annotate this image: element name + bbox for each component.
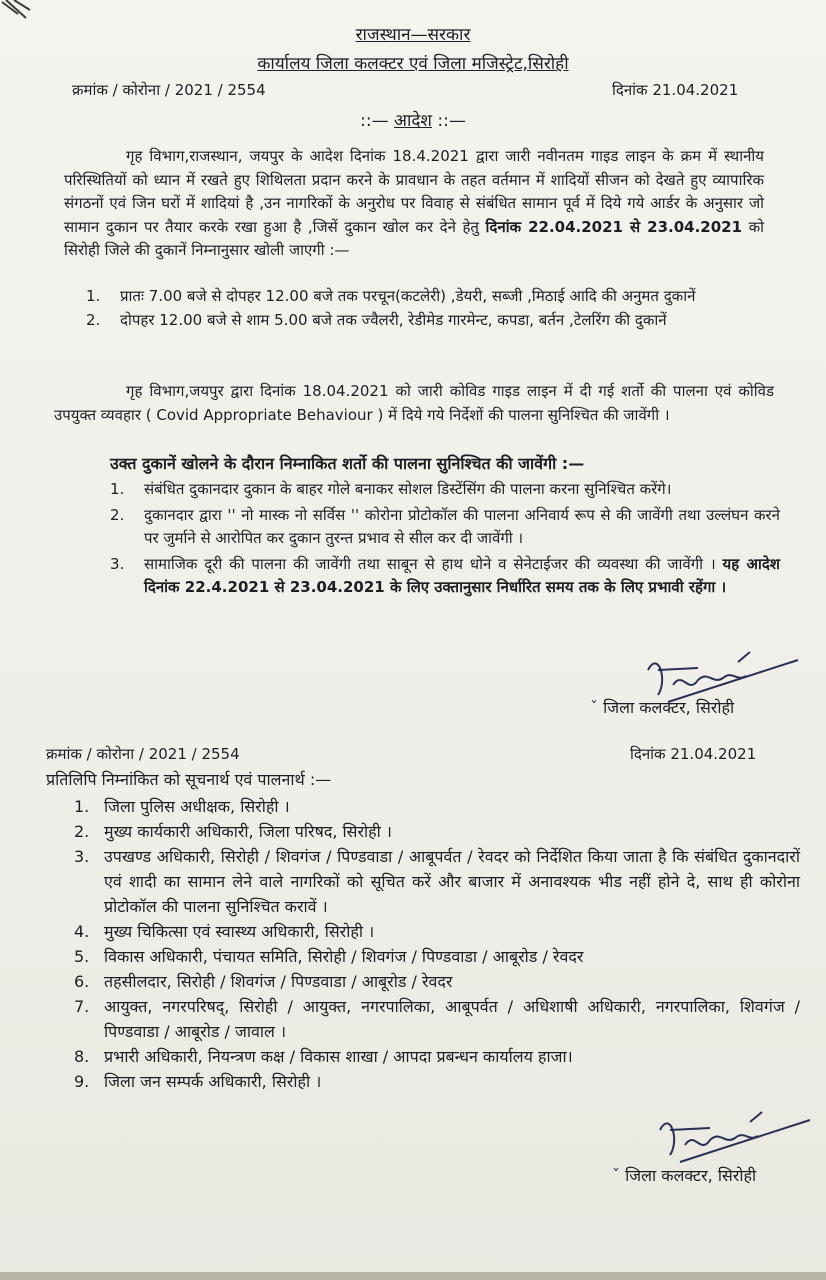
para1-dates: दिनांक 22.04.2021 से 23.04.2021	[485, 217, 743, 236]
order-reference-number: क्रमांक / कोरोना / 2021 / 2554	[72, 81, 266, 99]
signatory-2: ˇ जिला कलक्टर, सिरोही	[612, 1166, 757, 1185]
shop-timing-item: 1. प्रातः 7.00 बजे से दोपहर 12.00 बजे तक परचून(कटलेरी) ,डेयरी, सब्जी ,मिठाई आदि की अनुमत दुकानें	[86, 287, 696, 305]
copy-intro: प्रतिलिपि निम्नांकित को सूचनार्थ एवं पालनार्थ :—	[46, 770, 332, 789]
para1-text-b: को सिरोही जिले की दुकानें निम्नानुसार खोली जाएगी :—	[64, 217, 764, 259]
validity-statement: यह आदेश दिनांक 22.4.2021 से 23.04.2021 के लिए उक्तानुसार निर्धारित समय तक के लिए प्रभावी रहेंगा ।	[144, 554, 780, 596]
conditions-list	[110, 478, 780, 600]
signatory-1: ˇ जिला कलक्टर, सिरोही	[590, 698, 735, 717]
page-bottom-edge	[0, 1272, 826, 1280]
recipient-item: 5. विकास अधिकारी, पंचायत समिति, सिरोही / शिवगंज / पिण्डवाडा / आबूरोड / रेवदर	[74, 947, 584, 966]
recipient-item: 4. मुख्य चिकित्सा एवं स्वास्थ्य अधिकारी, सिरोही ।	[74, 922, 375, 941]
shop-timing-item: 2. दोपहर 12.00 बजे से शाम 5.00 बजे तक ज्वैलरी, रेडीमेड गारमेन्ट, कपडा, बर्तन ,टेलरिंग की दुकानें	[86, 310, 667, 329]
copy-reference-number: क्रमांक / कोरोना / 2021 / 2554	[46, 745, 240, 763]
office-header: कार्यालय जिला कलक्टर एवं जिला मजिस्ट्रेट,सिरोही	[257, 54, 569, 74]
shop-timing-list	[86, 285, 764, 332]
recipient-item: 1. जिला पुलिस अधीक्षक, सिरोही ।	[74, 797, 290, 816]
government-header: राजस्थान—सरकार	[355, 25, 471, 45]
para1-text-a: गृह विभाग,राजस्थान, जयपुर के आदेश दिनांक 18.4.2021 द्वारा जारी नवीनतम गाइड लाइन के क्रम में स्थानीय परिस्थितियों को ध्यान में रखते हुए शिथिलता प्रदान करने के प्रावधान के तहत वर्तमान में शादियों सीजन को देखते हुए व्यापारिक संगठनों एवं जिन घरों में शादियां है ,उन नागरिकों के अनुरोध पर विवाह से संबंधित सामान पूर्व में दिये गये आर्डर के अनुसार जो सामान दुकान पर तैयार करके रखा हुआ है ,जिसें दुकान खोल कर देने हेतु	[64, 147, 764, 236]
condition-item: 1. संबंधित दुकानदार दुकान के बाहर गोले बनाकर सोशल डिस्टेंसिंग की पालना करना सुनिश्चित करेंगे।	[110, 480, 672, 498]
order-paragraph-1	[64, 145, 764, 263]
recipient-item: 6. तहसीलदार, सिरोही / शिवगंज / पिण्डवाडा / आबूरोड / रेवदर	[74, 972, 453, 991]
conditions-heading: उक्त दुकानें खोलने के दौरान निम्नाकित शर्तो की पालना सुनिश्चित की जावेंगी :—	[110, 454, 585, 473]
recipient-item: 2. मुख्य कार्यकारी अधिकारी, जिला परिषद, सिरोही ।	[74, 822, 392, 841]
recipient-item: 9. जिला जन सम्पर्क अधिकारी, सिरोही ।	[74, 1072, 322, 1091]
condition-item: 3. सामाजिक दूरी की पालना की जावेंगी तथा साबून से हाथ धोने व सेनेटाईजर की व्यवस्था की जावेंगी । यह आदेश दिनांक 22.4.2021 से 23.04.2021 के लिए उक्तानुसार निर्धारित समय तक के लिए प्रभावी रहेंगा ।	[110, 554, 780, 596]
order-paragraph-2: गृह विभाग,जयपुर द्वारा दिनांक 18.04.2021 को जारी कोविड गाइड लाइन में दी गई शर्तो की पालना एवं कोविड उपयुक्त व्यवहार ( Covid Appropriate Behaviour ) में दिये गये निर्देशों की पालना सुनिश्चित की जावेंगी ।	[54, 382, 774, 424]
recipient-item: 3. उपखण्ड अधिकारी, सिरोही / शिवगंज / पिण्डवाडा / आबूपर्वत / रेवदर को निर्देशित किया जाता है कि संबंधित दुकानदारों एवं शादी का सामान लेने वाले नागरिकों को सूचित करें और बाजार में अनावश्यक भीड नहीं होने दे, साथ ही कोरोना प्रोटोकॉल की पालना सुनिश्चित करावें ।	[74, 847, 800, 916]
signature-2	[640, 1100, 820, 1170]
copy-recipients-list	[74, 794, 800, 1094]
order-title: ::— आदेश ::—	[360, 111, 466, 131]
copy-date: दिनांक 21.04.2021	[630, 745, 757, 763]
condition-item: 2. दुकानदार द्वारा '' नो मास्क नो सर्विस '' कोरोना प्रोटोकॉल की पालना अनिवार्य रूप से की जावेंगी तथा उल्लंघन करने पर जुर्माने से आरोपित कर दुकान तुरन्त प्रभाव से सील कर दी जावेंगी ।	[110, 505, 780, 547]
order-title-text: आदेश	[394, 111, 432, 131]
recipient-item: 8. प्रभारी अधिकारी, नियन्त्रण कक्ष / विकास शाखा / आपदा प्रबन्धन कार्यालय हाजा।	[74, 1047, 573, 1066]
recipient-item: 7. आयुक्त, नगरपरिषद्, सिरोही / आयुक्त, नगरपालिका, आबूपर्वत / अधिशाषी अधिकारी, नगरपालिका, शिवगंज / पिण्डवाडा / आबूरोड / जावाल ।	[74, 997, 800, 1041]
order-date: दिनांक 21.04.2021	[612, 81, 739, 99]
